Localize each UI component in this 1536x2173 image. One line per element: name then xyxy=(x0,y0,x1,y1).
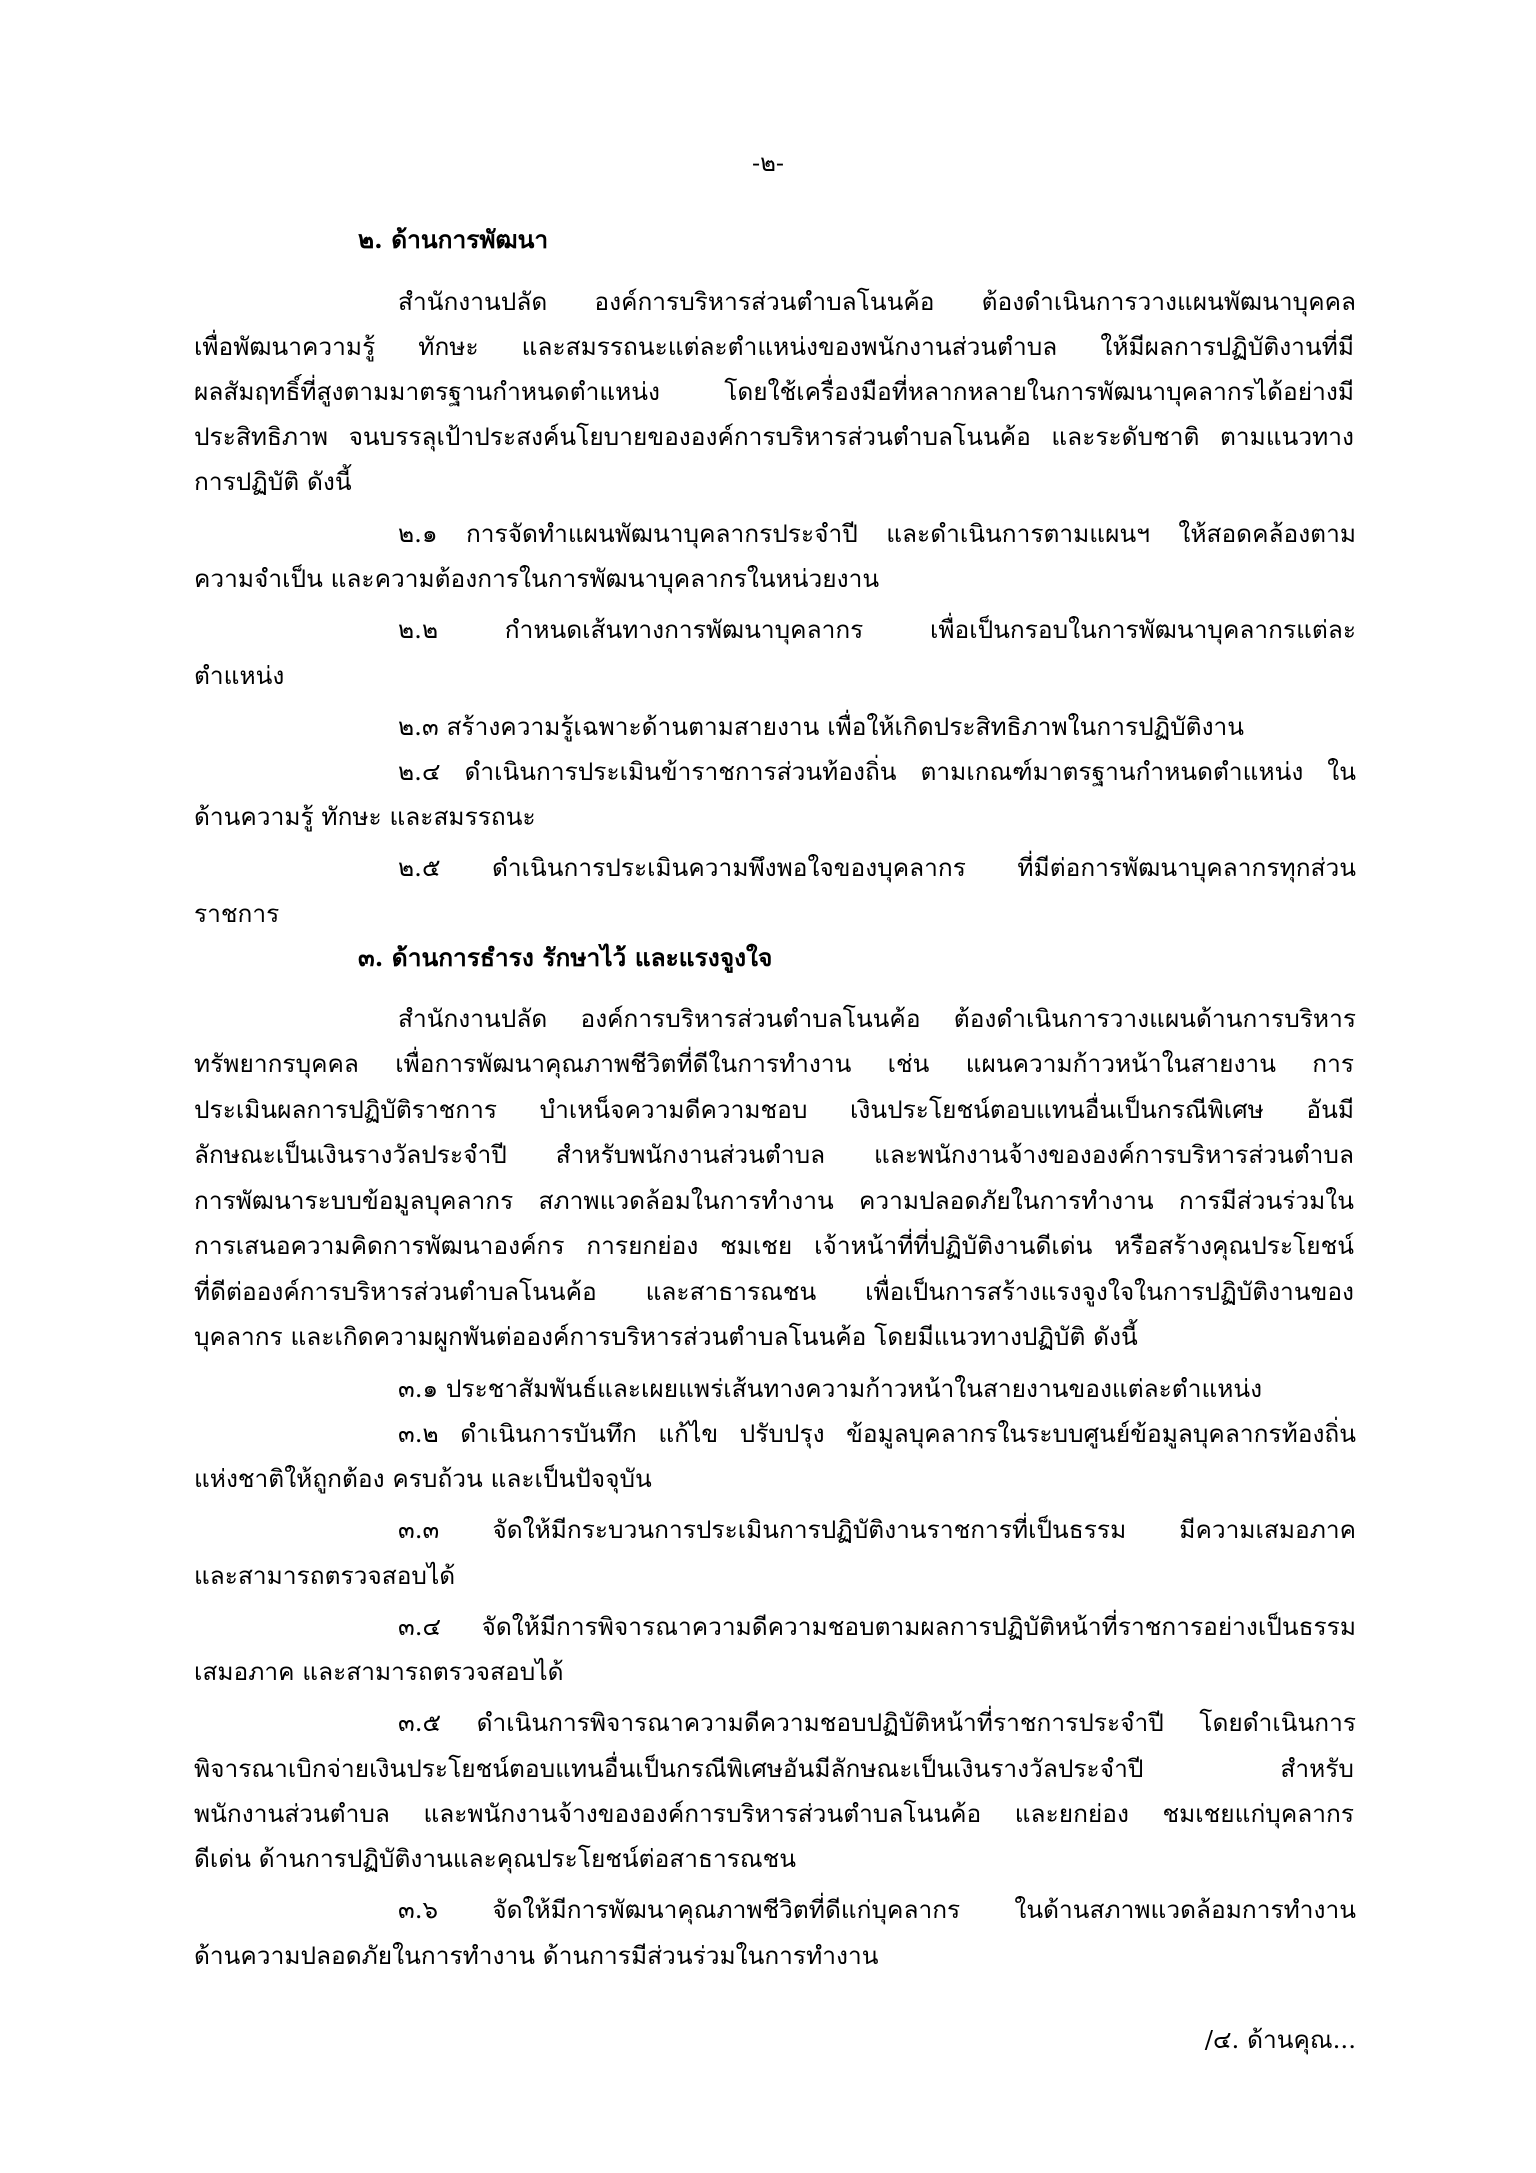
list-item: ๓.๒ ดำเนินการบันทึก แก้ไข ปรับปรุง ข้อมูลบุคลากรในระบบศูนย์ข้อมูลบุคลากรท้องถิ่น xyxy=(398,1419,1356,1448)
paragraph-line: การปฏิบัติ ดังนี้ xyxy=(194,467,352,496)
paragraph-line: ประเมินผลการปฏิบัติราชการ บำเหน็จความดีความชอบ เงินประโยชน์ตอบแทนอื่นเป็นกรณีพิเศษ อันมี xyxy=(194,1095,1354,1124)
list-item-continuation: พิจารณาเบิกจ่ายเงินประโยชน์ตอบแทนอื่นเป็นกรณีพิเศษอันมีลักษณะเป็นเงินรางวัลประจำปี สำหรับ xyxy=(194,1754,1354,1783)
list-item-continuation: ด้านความรู้ ทักษะ และสมรรถนะ xyxy=(194,802,536,831)
list-item-continuation: แห่งชาติให้ถูกต้อง ครบถ้วน และเป็นปัจจุบัน xyxy=(194,1464,652,1493)
list-item: ๒.๕ ดำเนินการประเมินความพึงพอใจของบุคลากร ที่มีต่อการพัฒนาบุคลากรทุกส่วน xyxy=(398,853,1356,882)
paragraph-line: ผลสัมฤทธิ์ที่สูงตามมาตรฐานกำหนดตำแหน่ง โดยใช้เครื่องมือที่หลากหลายในการพัฒนาบุคลากรได้อย่างมี xyxy=(194,377,1354,406)
paragraph-line: ทรัพยากรบุคคล เพื่อการพัฒนาคุณภาพชีวิตที่ดีในการทำงาน เช่น แผนความก้าวหน้าในสายงาน การ xyxy=(194,1049,1354,1078)
list-item: ๓.๕ ดำเนินการพิจารณาความดีความชอบปฏิบัติหน้าที่ราชการประจำปี โดยดำเนินการ xyxy=(398,1708,1356,1737)
page-number: -๒- xyxy=(751,149,785,177)
list-item-continuation: ด้านความปลอดภัยในการทำงาน ด้านการมีส่วนร่วมในการทำงาน xyxy=(194,1941,879,1970)
list-item: ๓.๖ จัดให้มีการพัฒนาคุณภาพชีวิตที่ดีแก่บุคลากร ในด้านสภาพแวดล้อมการทำงาน xyxy=(398,1895,1356,1924)
paragraph-line: การเสนอความคิดการพัฒนาองค์กร การยกย่อง ชมเชย เจ้าหน้าที่ที่ปฏิบัติงานดีเด่น หรือสร้างคุณประโยชน์ xyxy=(194,1231,1354,1260)
paragraph-line: บุคลากร และเกิดความผูกพันต่อองค์การบริหารส่วนตำบลโนนค้อ โดยมีแนวทางปฏิบัติ ดังนี้ xyxy=(194,1322,1138,1351)
list-item-continuation: ความจำเป็น และความต้องการในการพัฒนาบุคลากรในหน่วยงาน xyxy=(194,564,880,593)
list-item-continuation: เสมอภาค และสามารถตรวจสอบได้ xyxy=(194,1657,564,1686)
list-item-continuation: ตำแหน่ง xyxy=(194,661,285,690)
section-heading: ๓. ด้านการธำรง รักษาไว้ และแรงจูงใจ xyxy=(358,943,773,972)
list-item-continuation: ราชการ xyxy=(194,899,280,928)
paragraph-line: ลักษณะเป็นเงินรางวัลประจำปี สำหรับพนักงานส่วนตำบล และพนักงานจ้างขององค์การบริหารส่วนตำบล xyxy=(194,1140,1354,1169)
list-item: ๒.๒ กำหนดเส้นทางการพัฒนาบุคลากร เพื่อเป็นกรอบในการพัฒนาบุคลากรแต่ละ xyxy=(398,615,1356,644)
paragraph-line: ที่ดีต่อองค์การบริหารส่วนตำบลโนนค้อ และสาธารณชน เพื่อเป็นการสร้างแรงจูงใจในการปฏิบัติงานของ xyxy=(194,1277,1354,1306)
list-item: ๓.๔ จัดให้มีการพิจารณาความดีความชอบตามผลการปฏิบัติหน้าที่ราชการอย่างเป็นธรรม xyxy=(398,1612,1356,1641)
list-item-continuation: ดีเด่น ด้านการปฏิบัติงานและคุณประโยชน์ต่อสาธารณชน xyxy=(194,1844,796,1873)
paragraph-line: ประสิทธิภาพ จนบรรลุเป้าประสงค์นโยบายขององค์การบริหารส่วนตำบลโนนค้อ และระดับชาติ ตามแนวทาง xyxy=(194,422,1354,451)
paragraph-line: สำนักงานปลัด องค์การบริหารส่วนตำบลโนนค้อ ต้องดำเนินการวางแผนพัฒนาบุคคล xyxy=(398,287,1356,316)
list-item: ๓.๓ จัดให้มีกระบวนการประเมินการปฏิบัติงานราชการที่เป็นธรรม มีความเสมอภาค xyxy=(398,1515,1356,1544)
list-item: ๒.๑ การจัดทำแผนพัฒนาบุคลากรประจำปี และดำเนินการตามแผนฯ ให้สอดคล้องตาม xyxy=(398,519,1356,548)
paragraph-line: สำนักงานปลัด องค์การบริหารส่วนตำบลโนนค้อ ต้องดำเนินการวางแผนด้านการบริหาร xyxy=(398,1004,1356,1033)
paragraph-line: เพื่อพัฒนาความรู้ ทักษะ และสมรรถนะแต่ละตำแหน่งของพนักงานส่วนตำบล ให้มีผลการปฏิบัติงานที่มี xyxy=(194,332,1354,361)
section-heading: ๒. ด้านการพัฒนา xyxy=(358,225,549,254)
list-item: ๒.๔ ดำเนินการประเมินข้าราชการส่วนท้องถิ่น ตามเกณฑ์มาตรฐานกำหนดตำแหน่ง ใน xyxy=(398,757,1356,786)
list-item-continuation: และสามารถตรวจสอบได้ xyxy=(194,1561,456,1590)
list-item-continuation: พนักงานส่วนตำบล และพนักงานจ้างขององค์การบริหารส่วนตำบลโนนค้อ และยกย่อง ชมเชยแก่บุคลากร xyxy=(194,1799,1354,1828)
continuation-note: /๔. ด้านคุณ... xyxy=(1204,2025,1356,2054)
list-item: ๒.๓ สร้างความรู้เฉพาะด้านตามสายงาน เพื่อให้เกิดประสิทธิภาพในการปฏิบัติงาน xyxy=(398,712,1245,741)
list-item: ๓.๑ ประชาสัมพันธ์และเผยแพร่เส้นทางความก้าวหน้าในสายงานของแต่ละตำแหน่ง xyxy=(398,1374,1263,1403)
paragraph-line: การพัฒนาระบบข้อมูลบุคลากร สภาพแวดล้อมในการทำงาน ความปลอดภัยในการทำงาน การมีส่วนร่วมใน xyxy=(194,1186,1354,1215)
